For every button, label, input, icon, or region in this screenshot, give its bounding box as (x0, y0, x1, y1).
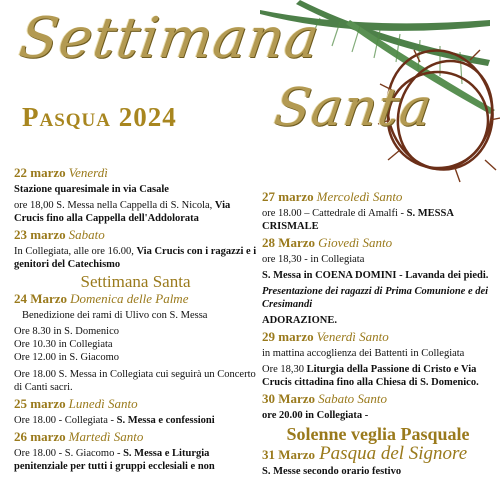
event-line: Ore 10.30 in Collegiata (14, 339, 113, 350)
day-29-marzo (262, 330, 494, 345)
date-label: 31 Marzo (262, 447, 316, 462)
date-label: 24 Marzo (14, 291, 68, 306)
weekday-label: Sabato (68, 227, 105, 242)
event-line: Ore 18.00 - S. Giacomo - S. Messa e Liturgia penitenziale per tutti i gruppi ecclesiali e non (14, 448, 215, 472)
event-line: Benedizione dei rami di Ulivo con S. Messa (22, 310, 208, 321)
date-label: 22 marzo (14, 165, 66, 180)
title-settimana: Settimana (15, 6, 324, 71)
date-label: 23 marzo (14, 227, 66, 242)
subtitle-pasqua-2024: Pasqua 2024 (22, 102, 177, 132)
date-label: 28 Marzo (262, 235, 316, 250)
weekday-label: Mercoledì Santo (316, 189, 403, 204)
section-heading-veglia-pasquale: Solenne veglia Pasquale (286, 424, 470, 444)
event-line: ore 18,00 S. Messa nella Cappella di S. Nicola, Via Crucis fino alla Cappella dell'Addolorata (14, 200, 231, 224)
event-line: Ore 18.00 S. Messa in Collegiata cui seguirà un Concerto di Canti sacri. (14, 369, 256, 393)
weekday-label: Sabato Santo (318, 391, 388, 406)
weekday-label: Venerdì (68, 165, 108, 180)
event-line: Presentazione dei ragazzi di Prima Comunione e dei Cresimandi (262, 286, 489, 310)
weekday-label: Lunedì Santo (68, 396, 138, 411)
day-24-marzo (14, 292, 257, 307)
event-line: Ore 18.00 - Collegiata - S. Messa e confessioni (14, 415, 215, 426)
day-30-marzo (262, 392, 494, 407)
day-25-marzo (14, 397, 257, 412)
weekday-label: Domenica delle Palme (70, 291, 189, 306)
day-27-marzo (262, 190, 494, 205)
day-22-marzo (14, 166, 257, 181)
schedule-left-column (14, 166, 257, 476)
weekday-label: Venerdì Santo (316, 329, 389, 344)
event-line: S. Messa in COENA DOMINI - Lavanda dei piedi. (262, 270, 489, 281)
section-heading-settimana-santa: Settimana Santa (80, 272, 191, 291)
day-26-marzo (14, 430, 257, 445)
schedule-right-column (262, 190, 494, 481)
event-line: Ore 8.30 in S. Domenico (14, 326, 119, 337)
event-line: ore 18.00 – Cattedrale di Amalfi - S. MESSA CRISMALE (262, 208, 454, 232)
title-santa: Santa (270, 78, 437, 138)
date-label: 27 marzo (262, 189, 314, 204)
event-line: Stazione quaresimale in via Casale (14, 184, 169, 195)
day-28-marzo (262, 236, 494, 251)
event-line: Ore 12.00 in S. Giacomo (14, 352, 119, 363)
date-label: 29 marzo (262, 329, 314, 344)
date-label: 30 Marzo (262, 391, 316, 406)
event-line: Ore 18,30 Liturgia della Passione di Cristo e Via Crucis cittadina fino alla Chiesa di S. Domenico. (262, 364, 479, 388)
event-line: ore 20.00 in Collegiata - (262, 410, 369, 421)
day-23-marzo (14, 228, 257, 243)
weekday-label: Martedì Santo (68, 429, 144, 444)
event-line: In Collegiata, alle ore 16.00, Via Crucis con i ragazzi e i genitori del Catechismo (14, 246, 257, 270)
event-line: ore 18,30 - in Collegiata (262, 254, 365, 265)
date-label: 25 marzo (14, 396, 66, 411)
weekday-label: Giovedì Santo (318, 235, 393, 250)
event-line: S. Messe secondo orario festivo (262, 466, 402, 477)
day-31-marzo (262, 443, 494, 464)
event-line: ADORAZIONE. (262, 315, 337, 326)
easter-title: Pasqua del Signore (319, 443, 468, 464)
event-line: in mattina accoglienza dei Battenti in Collegiata (262, 348, 465, 359)
date-label: 26 marzo (14, 429, 66, 444)
